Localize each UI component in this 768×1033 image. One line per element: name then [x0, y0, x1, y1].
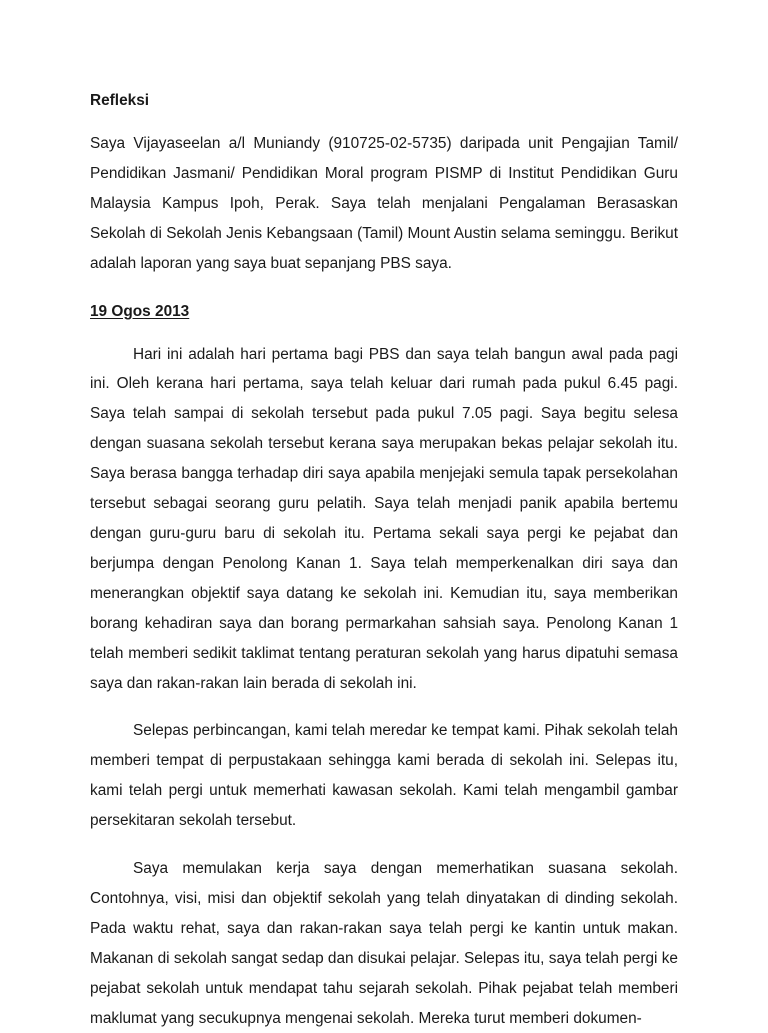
date-heading-wrap	[90, 300, 678, 324]
intro-paragraph: Saya Vijayaseelan a/l Muniandy (910725-02-5735) daripada unit Pengajian Tamil/ Pendidikan Jasmani/ Pendidikan Moral program PISMP di Institut Pendidikan Guru Malaysia Kampus Ipoh, Perak. Saya telah menjalani Pengalaman Berasaskan Sekolah di Sekolah Jenis Kebangsaan (Tamil) Mount Austin selama seminggu. Berikut adalah laporan yang saya buat sepanjang PBS saya.	[90, 135, 678, 272]
document-title: Refleksi	[90, 92, 150, 109]
body-paragraph-1: Hari ini adalah hari pertama bagi PBS dan saya telah bangun awal pada pagi ini. Oleh kerana hari pertama, saya telah keluar dari rumah pada pukul 6.45 pagi. Saya telah sampai di sekolah tersebut pada pukul 7.05 pagi. Saya begitu selesa dengan suasana sekolah tersebut kerana saya merupakan bekas pelajar sekolah itu. Saya berasa bangga terhadap diri saya apabila menjejaki semula tapak persekolahan tersebut sebagai seorang guru pelatih. Saya telah menjadi panik apabila bertemu dengan guru-guru baru di sekolah itu. Pertama sekali saya pergi ke pejabat dan berjumpa dengan Penolong Kanan 1. Saya telah memperkenalkan diri saya dan menerangkan objektif saya datang ke sekolah ini. Kemudian itu, saya memberikan borang kehadiran saya dan borang permarkahan sahsiah saya. Penolong Kanan 1 telah memberi sedikit taklimat tentang peraturan sekolah yang harus dipatuhi semasa saya dan rakan-rakan lain berada di sekolah ini.	[90, 345, 678, 692]
body-paragraph-3: Saya memulakan kerja saya dengan memerhatikan suasana sekolah. Contohnya, visi, misi dan objektif sekolah yang telah dinyatakan di dinding sekolah. Pada waktu rehat, saya dan rakan-rakan saya telah pergi ke kantin untuk makan. Makanan di sekolah sangat sedap dan disukai pelajar. Selepas itu, saya telah pergi ke pejabat sekolah untuk mendapat tahu sejarah sekolah. Pihak pejabat telah memberi maklumat yang secukupnya mengenai sekolah. Mereka turut memberi dokumen-	[90, 860, 678, 1027]
date-heading: 19 Ogos 2013	[90, 302, 190, 320]
body-paragraph-2: Selepas perbincangan, kami telah meredar ke tempat kami. Pihak sekolah telah memberi tempat di perpustakaan sehingga kami berada di sekolah ini. Selepas itu, kami telah pergi untuk memerhati kawasan sekolah. Kami telah mengambil gambar persekitaran sekolah tersebut.	[90, 722, 678, 830]
